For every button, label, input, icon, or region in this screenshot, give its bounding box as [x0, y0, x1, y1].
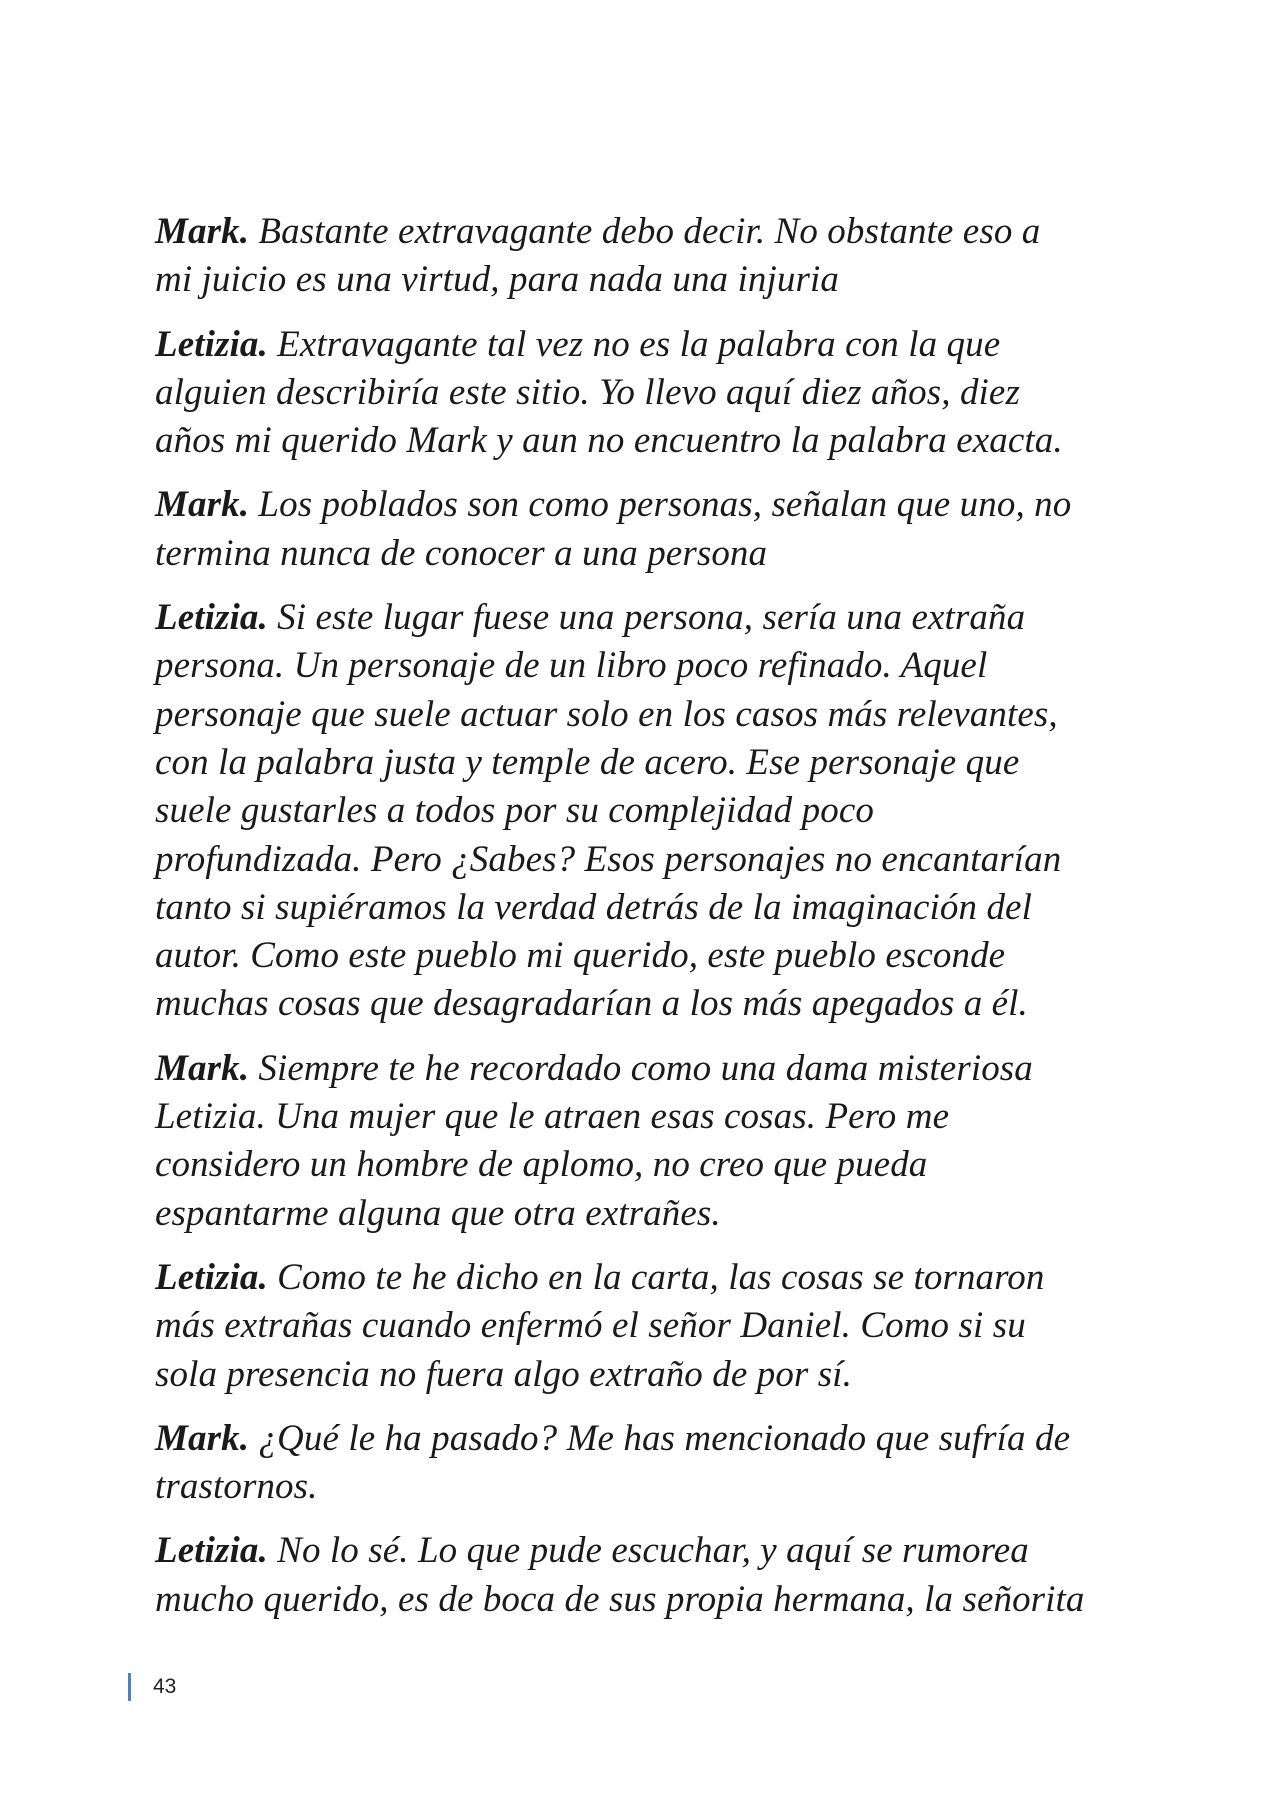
dialogue-paragraph: [155, 481, 1155, 578]
speaker-name: Letizia.: [155, 1256, 268, 1298]
dialogue-text: Bastante extravagante debo decir. No obstante eso a mi juicio es una virtud, para nada una injuria: [155, 211, 1041, 301]
speaker-name: Mark.: [155, 484, 250, 526]
dialogue-body: [155, 208, 1155, 1640]
dialogue-paragraph: [155, 1415, 1155, 1512]
speaker-name: Letizia.: [155, 597, 268, 639]
dialogue-paragraph: [155, 1045, 1155, 1238]
page-number: 43: [153, 1675, 177, 1698]
dialogue-paragraph: [155, 1527, 1155, 1624]
footer-rule: [128, 1673, 131, 1701]
speaker-name: Letizia.: [155, 323, 268, 365]
dialogue-text: ¿Qué le ha pasado? Me has mencionado que sufría de trastornos.: [155, 1417, 1071, 1508]
speaker-name: Mark.: [155, 1417, 250, 1459]
dialogue-text: Siempre te he recordado como una dama misteriosa Letizia. Una mujer que le atraen esas cosas. Pero me considero un hombre de aplomo, no creo que pueda espantarme alguna que otra extrañes.: [155, 1047, 1033, 1234]
dialogue-text: No lo sé. Lo que pude escuchar, y aquí se rumorea mucho querido, es de boca de sus propia hermana, la señorita: [155, 1530, 1085, 1620]
speaker-name: Letizia.: [155, 1530, 268, 1572]
speaker-name: Mark.: [155, 1047, 250, 1089]
dialogue-paragraph: [155, 1254, 1155, 1399]
dialogue-paragraph: [155, 208, 1155, 305]
dialogue-text: Como te he dicho en la carta, las cosas se tornaron más extrañas cuando enfermó el señor Daniel. Como si su sola presencia no fuera algo extraño de por sí.: [155, 1256, 1045, 1395]
speaker-name: Mark.: [155, 211, 250, 252]
dialogue-text: Los poblados son como personas, señalan que uno, no termina nunca de conocer a una persona: [155, 484, 1072, 574]
dialogue-text: Si este lugar fuese una persona, sería una extraña persona. Un personaje de un libro poco refinado. Aquel personaje que suele actuar solo en los casos más relevantes, con la palabra justa y temple de acero. Ese personaje que suele gustarles a todos por su complejidad poco profundizada. Pero ¿Sabes? Esos personajes no encantarían tanto si supiéramos la verdad detrás de la imaginación del autor. Como este pueblo mi querido, este pueblo esconde muchas cosas que desagradarían a los más apegados a él.: [155, 597, 1062, 1025]
dialogue-paragraph: [155, 594, 1155, 1029]
dialogue-text: Extravagante tal vez no es la palabra con la que alguien describiría este sitio. Yo llevo aquí diez años, diez años mi querido Mark y aun no encuentro la palabra exacta.: [155, 323, 1063, 462]
dialogue-paragraph: [155, 321, 1155, 466]
page-footer: [128, 1673, 176, 1701]
